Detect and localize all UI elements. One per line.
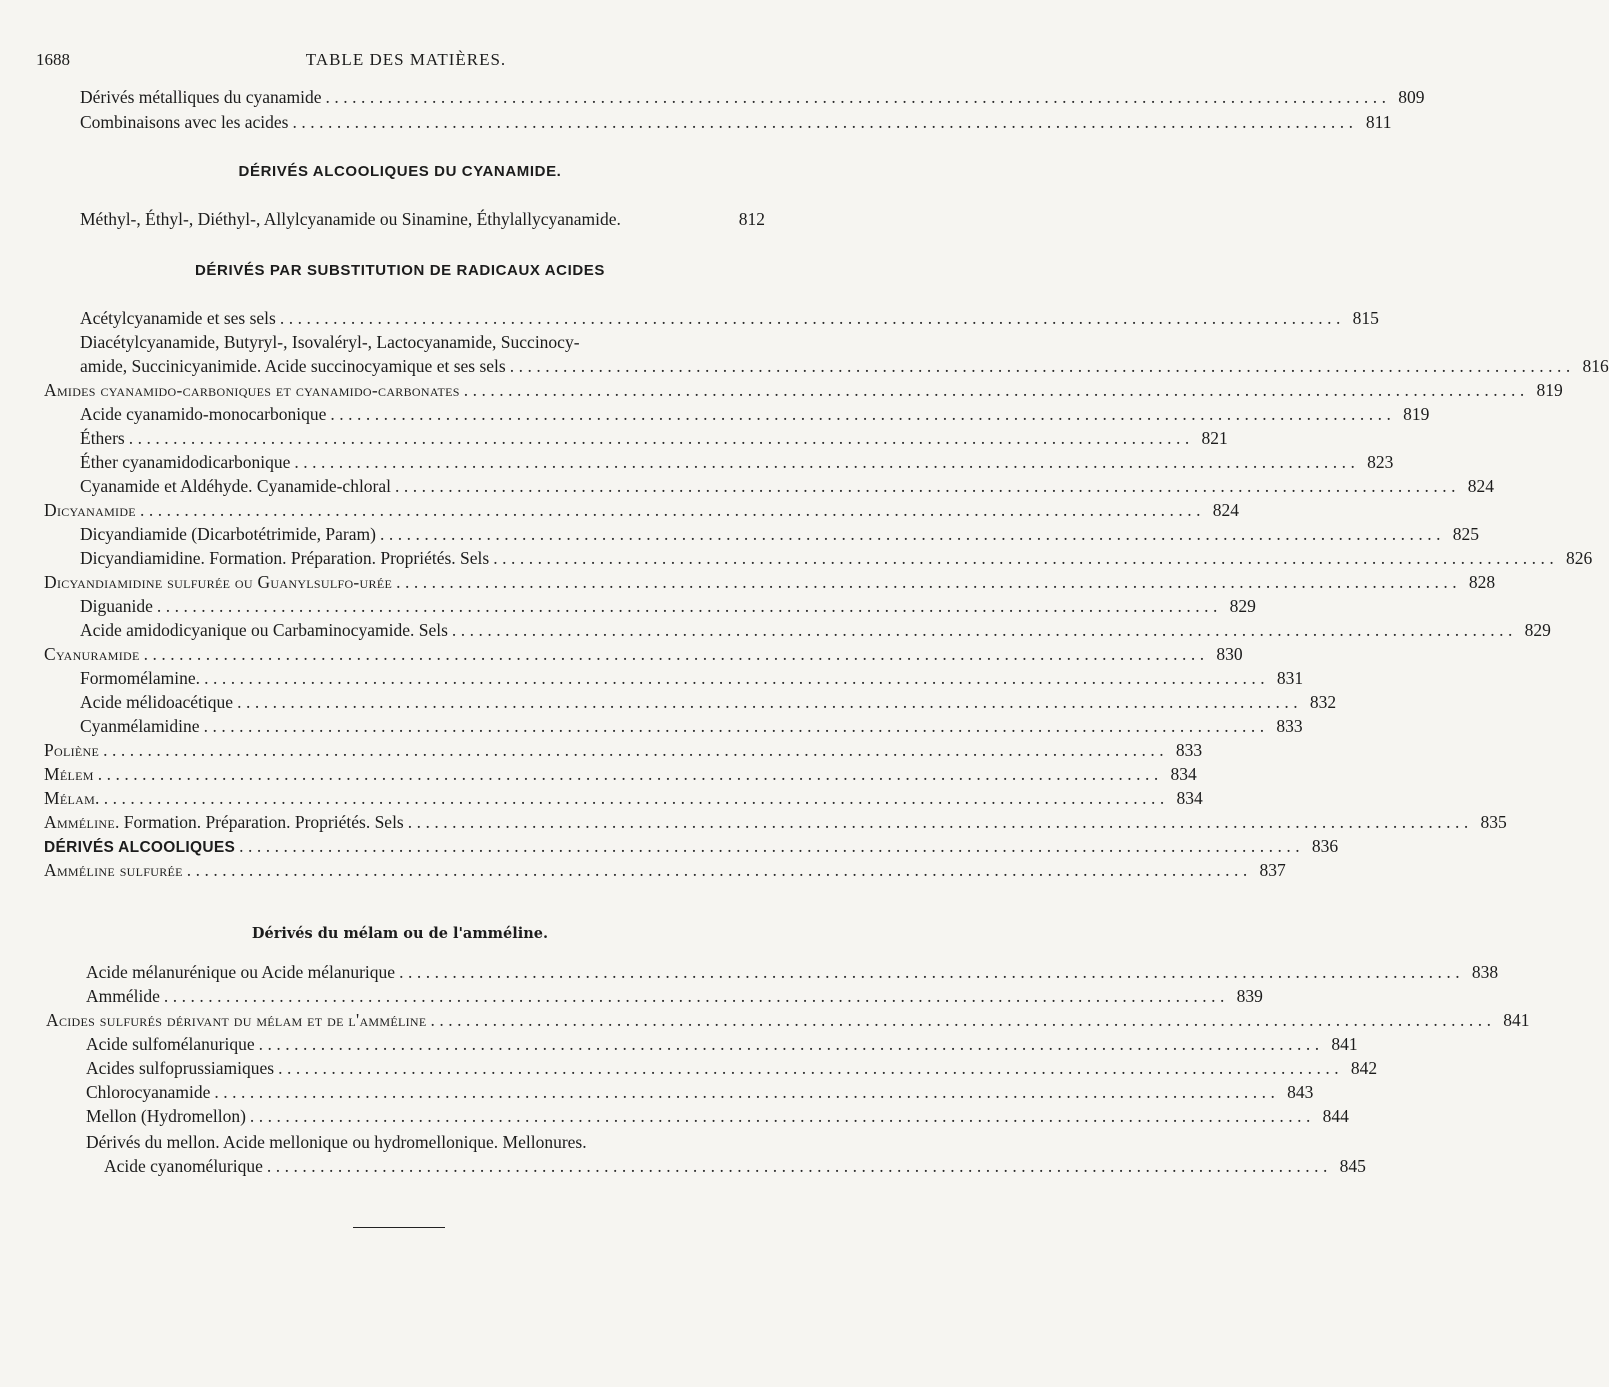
leader-dots: ........................................................................................................................ xyxy=(399,962,1465,982)
toc-entry-page: 833 xyxy=(1276,716,1303,736)
toc-entry[interactable] xyxy=(80,402,1430,426)
toc-entry-text: DÉRIVÉS ALCOOLIQUES xyxy=(44,839,236,856)
leader-dots: ........................................................................................................................ xyxy=(97,764,1163,784)
toc-entry[interactable] xyxy=(44,642,1243,666)
toc-entry-page: 836 xyxy=(1311,836,1339,856)
toc-entry[interactable] xyxy=(86,1104,1349,1128)
toc-entry-page: 824 xyxy=(1467,476,1495,496)
toc-entry-page: 844 xyxy=(1322,1106,1349,1126)
toc-entry-page: 841 xyxy=(1331,1034,1358,1054)
toc-entry[interactable] xyxy=(80,666,1304,690)
leader-dots: ........................................................................................................................ xyxy=(451,620,1517,640)
toc-entry-text: Mélam. xyxy=(44,788,100,808)
toc-entry-page: 834 xyxy=(1170,764,1197,784)
page-number: 1688 xyxy=(36,50,70,69)
leader-dots: ........................................................................................................................ xyxy=(294,452,1360,472)
toc-entry-rest: . Formation. Préparation. Propriétés. Sels xyxy=(115,812,404,832)
toc-entry-text: Acide sulfomélanurique xyxy=(86,1034,255,1054)
leader-dots: ........................................................................................................................ xyxy=(186,860,1252,880)
running-title: TABLE DES MATIÈRES. xyxy=(305,50,507,69)
toc-entry[interactable] xyxy=(44,786,1203,810)
leader-dots: ........................................................................................................................ xyxy=(258,1034,1324,1054)
toc-entry[interactable] xyxy=(44,378,1563,402)
toc-entry-text: Mélem xyxy=(44,764,94,784)
toc-entry-text: Dérivés métalliques du cyanamide xyxy=(80,87,322,107)
toc-entry[interactable] xyxy=(46,1008,1530,1032)
toc-entry-page: 829 xyxy=(1229,596,1256,616)
toc-entry[interactable] xyxy=(80,690,1337,714)
toc-entry[interactable] xyxy=(44,858,1286,882)
leader-dots: ........................................................................................................................ xyxy=(139,500,1205,520)
toc-entry-page: 826 xyxy=(1565,548,1593,568)
toc-entry-text: Combinaisons avec les acides xyxy=(80,112,289,132)
leader-dots: ........................................................................................................................ xyxy=(463,380,1529,400)
toc-entry-text: Dicyandiamidine. Formation. Préparation. Propriétés. Sels xyxy=(80,548,490,568)
toc-entry[interactable] xyxy=(44,762,1197,786)
leader-dots: ........................................................................................................................ xyxy=(407,812,1473,832)
leader-dots: ........................................................................................................................ xyxy=(266,1156,1332,1176)
toc-entry-text[interactable]: Diacétylcyanamide, Butyryl-, Isovaléryl-, Lactocyanamide, Succinocy- xyxy=(80,332,580,352)
section-heading: DÉRIVÉS PAR SUBSTITUTION DE RADICAUX ACIDES xyxy=(195,262,605,279)
toc-entry-page: 834 xyxy=(1176,788,1203,808)
toc-entry[interactable] xyxy=(86,1080,1314,1104)
toc-entry[interactable] xyxy=(86,960,1499,984)
leader-dots: ........................................................................................................................ xyxy=(103,788,1169,808)
toc-entry-text: Cyanmélamidine xyxy=(80,716,200,736)
leader-dots: ........................................................................................................................ xyxy=(292,112,1358,132)
toc-entry-page: 845 xyxy=(1339,1156,1366,1176)
toc-entry-text: Poliène xyxy=(44,740,100,760)
toc-entry[interactable] xyxy=(44,834,1339,858)
toc-entry-page: 809 xyxy=(1398,87,1425,107)
leader-dots: ........................................................................................................................ xyxy=(237,692,1303,712)
toc-entry[interactable] xyxy=(44,810,1507,834)
toc-entry-page: 839 xyxy=(1236,986,1263,1006)
leader-dots: ........................................................................................................................ xyxy=(430,1010,1496,1030)
leader-dots: ........................................................................................................................ xyxy=(396,572,1462,592)
toc-entry-page: 825 xyxy=(1452,524,1479,544)
section-heading: DÉRIVÉS ALCOOLIQUES DU CYANAMIDE. xyxy=(238,163,562,180)
toc-entry-page: 829 xyxy=(1524,620,1551,640)
leader-dots: ........................................................................................................................ xyxy=(103,740,1169,760)
leader-dots: ........................................................................................................................ xyxy=(279,308,1345,328)
leader-dots: ........................................................................................................................ xyxy=(203,716,1269,736)
leader-dots: ........................................................................................................................ xyxy=(204,668,1270,688)
toc-entry[interactable] xyxy=(80,546,1593,570)
toc-entry-text[interactable]: Dérivés du mellon. Acide mellonique ou hydromellonique. Mellonures. xyxy=(86,1132,587,1152)
toc-entry-text: Acide cyanamido-monocarbonique xyxy=(80,404,327,424)
toc-entry-smallcaps: Amméline xyxy=(44,812,116,832)
toc-entry-text: Acétylcyanamide et ses sels xyxy=(80,308,276,328)
toc-entry-text: Acides sulfoprussiamiques xyxy=(86,1058,275,1078)
leader-dots: ........................................................................................................................ xyxy=(509,356,1575,376)
toc-entry-page: 816 xyxy=(1582,356,1609,376)
toc-entry[interactable] xyxy=(80,306,1379,330)
toc-entry-text: Cyanamide et Aldéhyde. Cyanamide-chloral xyxy=(80,476,392,496)
toc-entry-text: Acide mélanurénique ou Acide mélanurique xyxy=(86,962,396,982)
leader-dots: ........................................................................................................................ xyxy=(163,986,1229,1006)
toc-entry[interactable] xyxy=(80,522,1479,546)
toc-entry[interactable] xyxy=(86,1032,1358,1056)
toc-entry-page: 841 xyxy=(1503,1010,1530,1030)
toc-entry-page: 823 xyxy=(1367,452,1394,472)
leader-dots: ........................................................................................................................ xyxy=(156,596,1222,616)
toc-entry-page: 821 xyxy=(1201,428,1228,448)
toc-entry[interactable] xyxy=(80,85,1425,109)
closing-rule xyxy=(353,1227,445,1228)
page-header xyxy=(36,50,776,76)
toc-entry-page: 819 xyxy=(1536,380,1563,400)
toc-entry[interactable] xyxy=(80,207,765,231)
leader-dots: ........................................................................................................................ xyxy=(214,1082,1280,1102)
toc-entry[interactable] xyxy=(44,738,1203,762)
toc-entry[interactable] xyxy=(86,1056,1378,1080)
toc-entry-page: 835 xyxy=(1480,812,1507,832)
toc-entry[interactable] xyxy=(80,714,1303,738)
toc-entry[interactable] xyxy=(104,1154,1366,1178)
toc-entry-page: 828 xyxy=(1468,572,1496,592)
toc-entry[interactable] xyxy=(44,498,1239,522)
leader-dots: ........................................................................................................................ xyxy=(379,524,1445,544)
toc-entry-page: 833 xyxy=(1175,740,1203,760)
leader-dots: ........................................................................................................................ xyxy=(239,836,1305,856)
toc-entry-page: 838 xyxy=(1471,962,1499,982)
leader-dots: ........................................................................................................................ xyxy=(249,1106,1315,1126)
toc-entry-text: Éthers xyxy=(80,428,125,448)
subsection-heading: Dérivés du mélam ou de l'amméline. xyxy=(251,925,549,942)
toc-entry[interactable] xyxy=(86,984,1263,1008)
toc-entry-page: 842 xyxy=(1350,1058,1378,1078)
toc-entry[interactable] xyxy=(80,110,1392,134)
toc-entry-text: Chlorocyanamide xyxy=(86,1082,211,1102)
leader-dots: ........................................................................................................................ xyxy=(325,87,1391,107)
toc-entry-text: Ammélide xyxy=(86,986,160,1006)
toc-entry-page: 815 xyxy=(1352,308,1379,328)
toc-entry-text: Dicyanamide xyxy=(44,500,136,520)
toc-entry-text: Éther cyanamidodicarbonique xyxy=(80,452,291,472)
toc-entry-text: Formomélamine. xyxy=(80,668,201,688)
toc-entry[interactable] xyxy=(80,426,1228,450)
toc-entry-text: Méthyl-, Éthyl-, Diéthyl-, Allylcyanamide ou Sinamine, Éthylallycyanamide. xyxy=(80,209,621,229)
leader-dots: ........................................................................................................................ xyxy=(143,644,1209,664)
toc-entry[interactable] xyxy=(44,570,1496,594)
toc-entry-text: Dicyandiamidine sulfurée ou Guanylsulfo-urée xyxy=(44,572,393,592)
toc-entry-page: 812 xyxy=(738,209,765,229)
toc-entry[interactable] xyxy=(80,618,1551,642)
toc-entry-text: Acide mélidoacétique xyxy=(80,692,234,712)
toc-entry[interactable] xyxy=(80,594,1256,618)
toc-entry-text: Acide amidodicyanique ou Carbaminocyamide. Sels xyxy=(80,620,448,640)
toc-entry-page: 819 xyxy=(1403,404,1430,424)
toc-entry-text xyxy=(44,810,404,834)
leader-dots: ........................................................................................................................ xyxy=(395,476,1461,496)
toc-entry-page: 830 xyxy=(1216,644,1243,664)
toc-entry-page: 837 xyxy=(1259,860,1286,880)
toc-entry-text: amide, Succinicyanimide. Acide succinocyamique et ses sels xyxy=(80,356,506,376)
toc-entry-page: 831 xyxy=(1276,668,1304,688)
toc-entry[interactable] xyxy=(80,474,1495,498)
toc-entry-text: Dicyandiamide (Dicarbotétrimide, Param) xyxy=(80,524,376,544)
leader-dots: ........................................................................................................................ xyxy=(128,428,1194,448)
toc-entry-text: Mellon (Hydromellon) xyxy=(86,1106,246,1126)
toc-entry-text: Diguanide xyxy=(80,596,153,616)
toc-entry-page: 843 xyxy=(1287,1082,1314,1102)
toc-entry[interactable] xyxy=(80,354,1609,378)
toc-entry-page: 824 xyxy=(1212,500,1239,520)
toc-entry-text: Acides sulfurés dérivant du mélam et de l'amméline xyxy=(46,1010,427,1030)
leader-dots: ........................................................................................................................ xyxy=(330,404,1396,424)
toc-entry[interactable] xyxy=(80,450,1394,474)
toc-entry-page: 811 xyxy=(1365,112,1392,132)
toc-entry-text: Cyanuramide xyxy=(44,644,140,664)
leader-dots: ........................................................................................................................ xyxy=(493,548,1559,568)
toc-entry-text: Amméline sulfurée xyxy=(44,860,183,880)
toc-entry-text: Amides cyanamido-carboniques et cyanamido-carbonates xyxy=(44,380,460,400)
toc-entry-page: 832 xyxy=(1309,692,1337,712)
leader-dots: ........................................................................................................................ xyxy=(278,1058,1344,1078)
toc-entry-text: Acide cyanomélurique xyxy=(104,1156,263,1176)
